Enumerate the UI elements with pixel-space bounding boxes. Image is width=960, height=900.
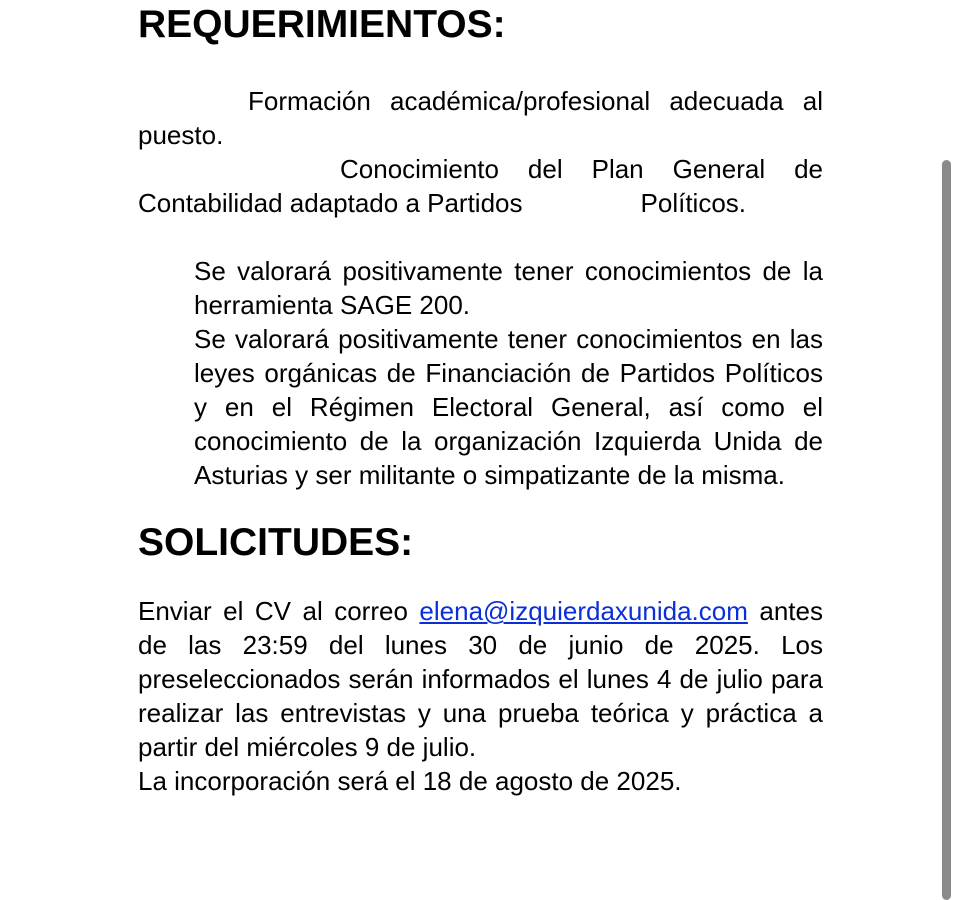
- requirement-accounting-plan: Conocimiento del Plan General de Contabilidad adaptado a Partidos Políticos.: [138, 154, 823, 218]
- requirement-academic-training: Formación académica/profesional adecuada al puesto.: [138, 86, 823, 150]
- incorporation-date: La incorporación será el 18 de agosto de 2025.: [138, 766, 682, 796]
- valued-skill-laws: Se valorará positivamente tener conocimientos en las leyes orgánicas de Financiación de Partidos Políticos y en el Régimen Electoral General, así como el conocimiento de la organización Izquierda Unida de Asturias y ser militante o simpatizante de la misma.: [194, 324, 823, 490]
- valued-skill-sage: Se valorará positivamente tener conocimientos de la herramienta SAGE 200.: [194, 256, 823, 320]
- applications-instructions: Enviar el CV al correo elena@izquierdaxunida.com antes de las 23:59 del lunes 30 de junio de 2025. Los preseleccionados serán informados el lunes 4 de julio para realizar las entrevistas y una prueba teórica y práctica a partir del miércoles 9 de julio.: [138, 596, 823, 762]
- email-link[interactable]: elena@izquierdaxunida.com: [419, 596, 748, 626]
- applications-section: [138, 594, 823, 798]
- valued-skills-list: [138, 254, 823, 492]
- applications-heading: SOLICITUDES:: [138, 521, 414, 564]
- vertical-scrollbar[interactable]: [942, 160, 951, 900]
- requirements-heading: REQUERIMIENTOS:: [138, 3, 506, 46]
- document-body: [138, 3, 823, 798]
- requirements-list: [138, 84, 823, 220]
